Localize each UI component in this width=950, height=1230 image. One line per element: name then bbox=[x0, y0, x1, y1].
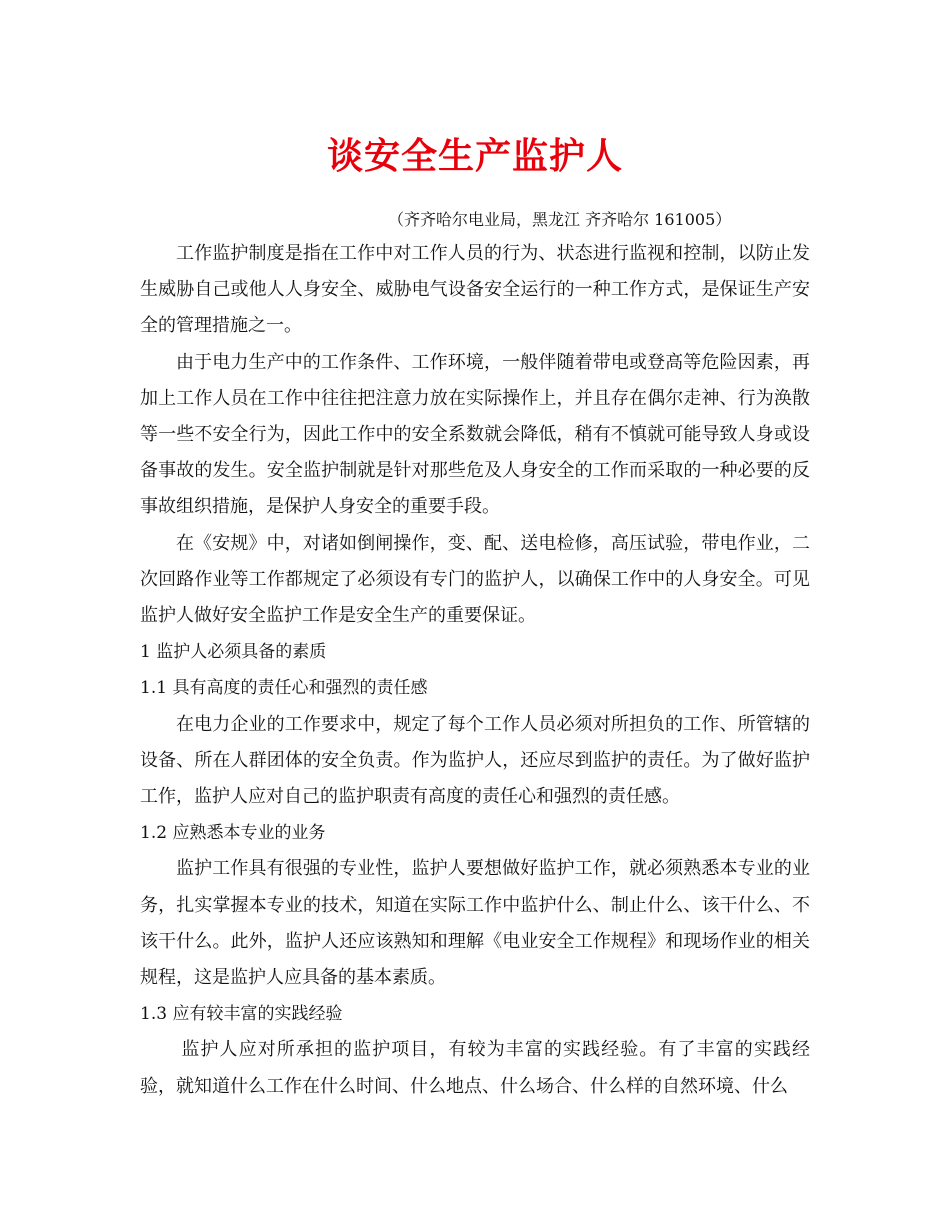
section-heading: 1.2 应熟悉本专业的业务 bbox=[140, 823, 326, 844]
body-paragraph: 由于电力生产中的工作条件、工作环境，一般伴随着带电或登高等危险因素，再加上工作人员在工作中往往把注意力放在实际操作上，并且存在偶尔走神、行为涣散等一些不安全行为，因此工作中的安全系数就会降低，稍有不慎就可能导致人身或设备事故的发生。安全监护制就是针对那些危及人身安全的工作而采取的一种必要的反事故组织措施，是保护人身安全的重要手段。 bbox=[140, 351, 810, 518]
body-paragraph: 工作监护制度是指在工作中对工作人员的行为、状态进行监视和控制，以防止发生威胁自己或他人人身安全、威胁电气设备安全运行的一种工作方式，是保证生产安全的管理措施之一。 bbox=[140, 243, 810, 337]
section-heading: 1.3 应有较丰富的实践经验 bbox=[140, 1004, 343, 1025]
body-paragraph: 监护工作具有很强的专业性，监护人要想做好监护工作，就必须熟悉本专业的业务，扎实掌握本专业的技术，知道在实际工作中监护什么、制止什么、该干什么、不该干什么。此外，监护人还应该熟知和理解《电业安全工作规程》和现场作业的相关规程，这是监护人应具备的基本素质。 bbox=[140, 858, 810, 989]
author-affiliation: （齐齐哈尔电业局，黑龙江 齐齐哈尔 161005） bbox=[388, 210, 732, 229]
body-paragraph: 在电力企业的工作要求中，规定了每个工作人员必须对所担负的工作、所管辖的设备、所在人群团体的安全负责。作为监护人，还应尽到监护的责任。为了做好监护工作，监护人应对自己的监护职责有高度的责任心和强烈的责任感。 bbox=[140, 713, 810, 808]
section-heading: 1.1 具有高度的责任心和强烈的责任感 bbox=[140, 678, 428, 699]
section-heading: 1 监护人必须具备的素质 bbox=[140, 642, 327, 663]
document-title: 谈安全生产监护人 bbox=[326, 135, 623, 177]
document-body bbox=[140, 236, 810, 1105]
body-paragraph: 在《安规》中，对诸如倒闸操作，变、配、送电检修，高压试验，带电作业，二次回路作业等工作都规定了必须设有专门的监护人，以确保工作中的人身安全。可见监护人做好安全监护工作是安全生产的重要保证。 bbox=[140, 532, 810, 627]
body-paragraph: 监护人应对所承担的监护项目，有较为丰富的实践经验。有了丰富的实践经验，就知道什么工作在什么时间、什么地点、什么场合、什么样的自然环境、什么 bbox=[140, 1039, 810, 1097]
